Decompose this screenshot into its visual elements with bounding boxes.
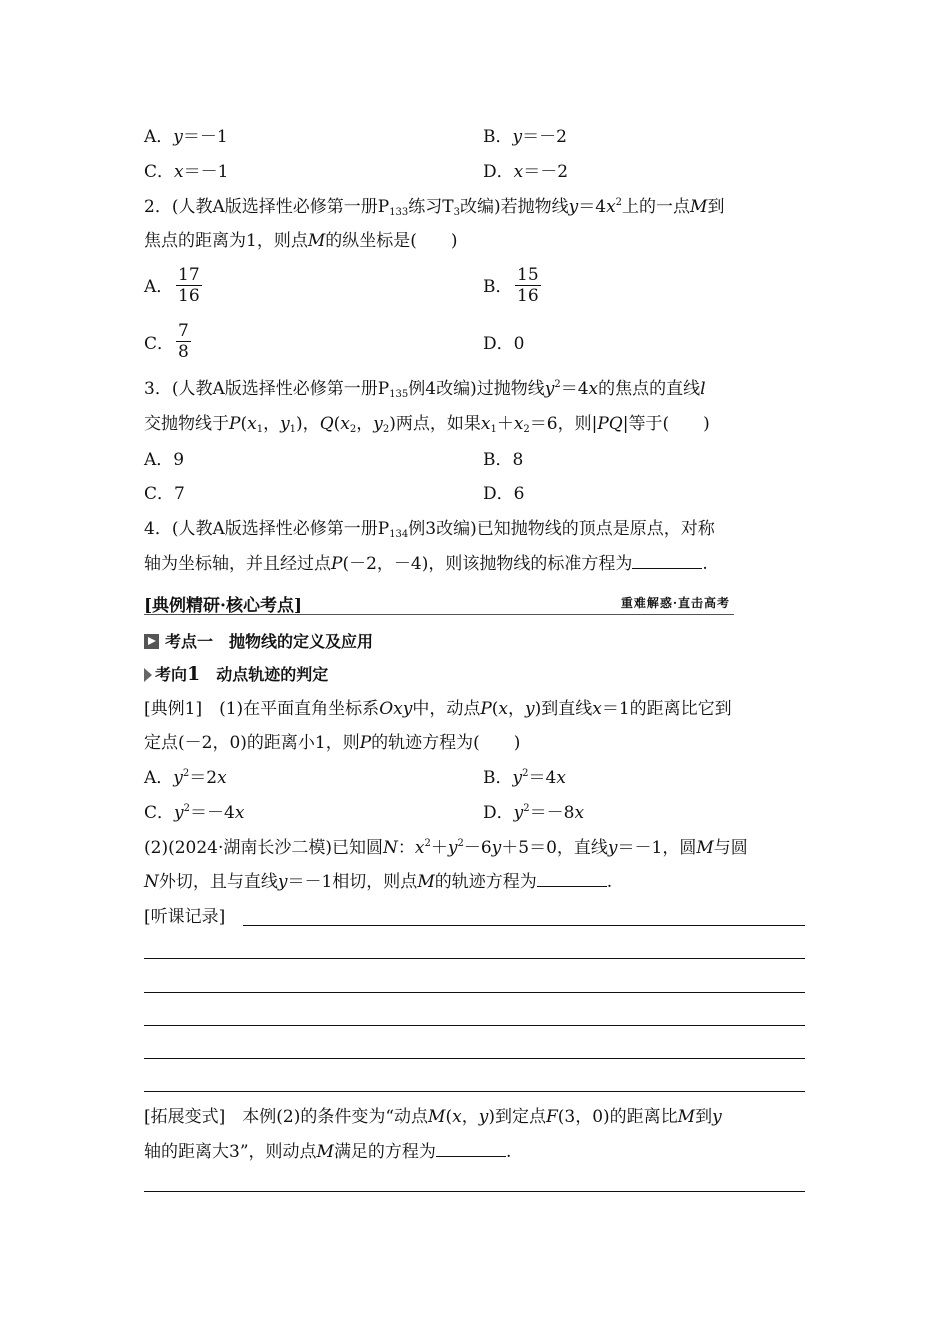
section-title: [典例精研·核心考点]: [144, 596, 303, 616]
notes-line[interactable]: [144, 992, 805, 993]
q4-stem-line2: 轴为坐标轴，并且经过点P(－2，－4)，则该抛物线的标准方程为 .: [144, 554, 708, 574]
q3-option-d: D．6: [483, 484, 525, 504]
q3-option-b: B．8: [483, 450, 524, 470]
notes-line[interactable]: [144, 1025, 805, 1026]
q1-option-c: C．x＝－1: [144, 162, 229, 182]
q1-option-d: D．x＝－2: [483, 162, 569, 182]
topic-heading: 考点一 抛物线的定义及应用: [144, 630, 373, 654]
q2-stem-line2: 焦点的距离为1，则点M的纵坐标是( ): [144, 231, 458, 251]
example-part2-line2: N外切，且与直线y＝－1相切，则点M的轨迹方程为 .: [144, 872, 613, 892]
q2-option-c-fraction: $\frac{7}{8}$: [178, 321, 189, 362]
q2-option-a-fraction: $\frac{17}{16}$: [178, 265, 200, 306]
q2-option-a-label: A．: [144, 277, 174, 297]
q4-stem-line1: 4．(人教A版选择性必修第一册$P_{134}$例3改编)已知抛物线的顶点是原点，对称: [144, 519, 715, 540]
q2-option-b-fraction: $\frac{15}{16}$: [517, 265, 539, 306]
q3-option-c: C．7: [144, 484, 185, 504]
notes-line[interactable]: [144, 1058, 805, 1059]
example-part2-line1: (2)(2024·湖南长沙二模)已知圆N：$x^2+y^2-6y+5=0$，直线y＝－1，圆M与圆: [144, 838, 748, 858]
answer-line[interactable]: [144, 1191, 805, 1192]
example-option-a: A．$y^2=2x$: [144, 768, 227, 788]
extension-line2: 轴的距离大3”，则动点M满足的方程为 .: [144, 1142, 512, 1162]
q2-stem-line1: 2．(人教A版选择性必修第一册$P_{133}$练习$T_3$改编)若抛物线$y=4x^2$上的一点M到: [144, 197, 725, 218]
notes-label: [听课记录]: [144, 907, 226, 927]
example-line1: [典例1] (1)在平面直角坐标系Oxy中，动点P(x，y)到直线x＝1的距离比它到: [144, 699, 732, 719]
q1-option-b: B．y＝－2: [483, 127, 567, 147]
direction-heading: 考向1 动点轨迹的判定: [144, 662, 328, 687]
section-subtitle: 重难解惑·直击高考: [620, 596, 730, 610]
q1-option-a: A．y＝－1: [144, 127, 228, 147]
section-header: [144, 590, 734, 615]
example-line2: 定点(－2，0)的距离小1，则P的轨迹方程为( ): [144, 733, 521, 753]
q3-stem-line2: 交抛物线于$P(x_1$，$y_1$)，$Q(x_2$，$y_2$)两点，如果$x_1+x_2=6$，则|PQ|等于( ): [144, 414, 710, 435]
extension-line1: [拓展变式] 本例(2)的条件变为“动点M(x，y)到定点F(3，0)的距离比M到y: [144, 1107, 722, 1127]
example-option-c: C．$y^2=-4x$: [144, 803, 245, 823]
q2-option-d: D．0: [483, 334, 525, 354]
q3-option-a: A．9: [144, 450, 185, 470]
example-option-b: B．$y^2=4x$: [483, 768, 566, 788]
chevron-right-icon: [144, 668, 152, 682]
q3-stem-line1: 3．(人教A版选择性必修第一册$P_{135}$例4改编)过抛物线$y^2=4x$的焦点的直线l: [144, 379, 706, 400]
play-triangle-icon: [144, 634, 159, 649]
notes-line[interactable]: [144, 958, 805, 959]
notes-line[interactable]: [144, 1091, 805, 1092]
example-option-d: D．$y^2=-8x$: [483, 803, 585, 823]
q2-option-b-label: B．: [483, 277, 513, 297]
q2-option-c-label: C．: [144, 334, 175, 354]
notes-line[interactable]: [243, 925, 805, 926]
